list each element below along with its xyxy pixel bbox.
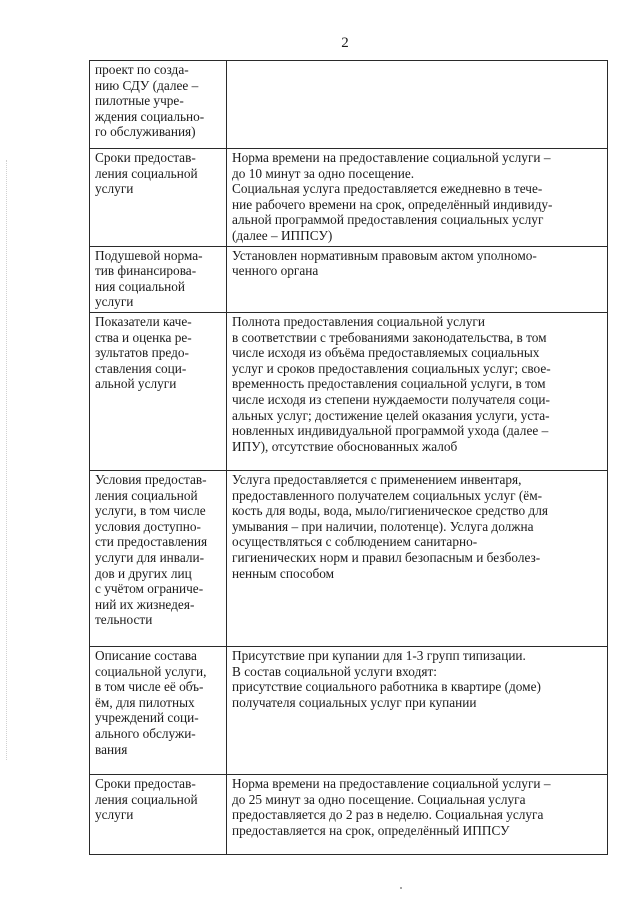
scan-artifact-dot [400,887,402,889]
row-label-cell [90,774,227,854]
row-value-paragraph: Установлен нормативным правовым актом уполномо- ченного органа [232,247,537,279]
service-description-table [89,60,608,855]
row-label: Описание состава социальной услуги, в том числе её объ- ём, для пилотных учреждений соци- ального обслужи- вания [95,647,207,757]
row-label-cell [90,470,227,646]
row-label: Сроки предостав- ления социальной услуги [95,150,198,197]
table-row [90,312,608,470]
row-label-cell [90,646,227,774]
row-label-cell [90,149,227,247]
row-value-cell [227,246,608,312]
page-number: 2 [341,35,349,51]
row-value-cell [227,149,608,247]
row-label: Условия предостав- ления социальной услуги, в том числе условия доступно- сти предоставления услуги для инвали- дов и других лиц с учётом ограниче- ний их жизнедея- тельности [95,471,208,628]
row-value-cell [227,774,608,854]
row-value-paragraph: Присутствие при купании для 1-3 групп типизации. [232,647,526,663]
row-label: Показатели каче- ства и оценка ре- зультатов предо- ставления соци- альной услуги [95,313,192,392]
row-label: проект по созда- нию СДУ (далее – пилотные учре- ждения социально- го обслуживания) [95,62,205,140]
row-value-paragraph: В состав социальной услуги входят: [232,663,437,679]
table-row [90,470,608,646]
row-value-paragraph: Социальная услуга предоставляется ежедневно в тече- ние рабочего времени на срок, определённый индивиду- альной программой предоставления социальных услуг (далее – ИППСУ) [232,181,553,243]
row-value-cell [227,61,608,149]
row-label-cell [90,312,227,470]
row-label: Сроки предостав- ления социальной услуги [95,775,198,823]
table-row [90,61,608,149]
table-row [90,246,608,312]
table-row [90,149,608,247]
row-label-cell [90,246,227,312]
row-value-paragraph: присутствие социального работника в квартире (доме) получателя социальных услуг при купании [232,679,541,710]
row-value-cell [227,646,608,774]
row-value-paragraph: Норма времени на предоставление социальной услуги – до 10 минут за одно посещение. [232,150,551,181]
row-label-cell [90,61,227,149]
table-row [90,774,608,854]
table-row [90,646,608,774]
row-label: Подушевой норма- тив финансирова- ния социальной услуги [95,247,203,310]
row-value-cell [227,470,608,646]
row-value-paragraph: Норма времени на предоставление социальной услуги – до 25 минут за одно посещение. Социальная услуга предоставляется до 2 раз в неделю. Социальная услуга предоставляется на срок, определённый ИППСУ [232,775,551,838]
row-value-paragraph: Услуга предоставляется с применением инвентаря, предоставленного получателем социальных услуг (ём- кость для воды, вода, мыло/гигиеническое средство для умывания – при наличии, полотенце). Услуга должна осуществляться с соблюдением санитарно- гигиенических норм и правил безопасным и безболез- ненным способом [232,471,548,581]
row-value-cell [227,312,608,470]
row-value-paragraph: Полнота предоставления социальной услуги в соответствии с требованиями законодательства, в том числе исходя из объёма предоставляемых социальных услуг и сроков предоставления социальных услуг; свое- временность предоставления социальной услуги, в том числе исходя из степени нуждаемости получателя соци- альных услуг; достижение целей оказания услуги, уста- новленных индивидуальной программой ухода (далее – ИПУ), отсутствие обоснованных жалоб [232,313,551,454]
scan-edge-marks [6,160,9,760]
table-body [90,61,608,855]
